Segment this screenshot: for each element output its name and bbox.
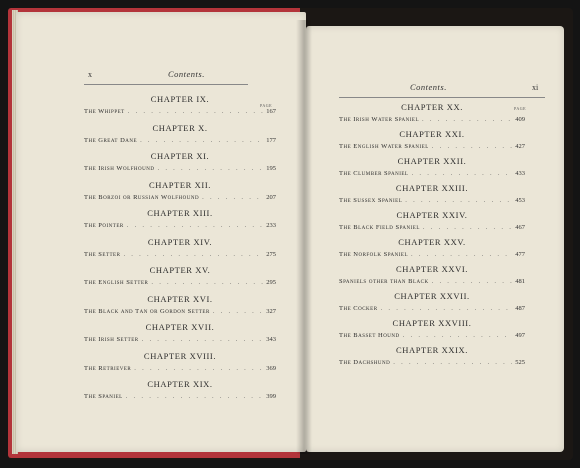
left-page	[16, 12, 306, 452]
right-page	[306, 26, 564, 452]
chapter-heading: CHAPTER XIX.	[147, 379, 213, 389]
chapter-title: The Irish Wolfhound	[84, 165, 155, 172]
page-number: 399	[266, 393, 276, 400]
chapter-title: The Irish Water Spaniel	[339, 116, 420, 123]
book-gutter	[296, 20, 312, 454]
chapter-line	[84, 336, 276, 343]
page-number: 467	[515, 224, 525, 231]
right-page-label: PAGE	[514, 106, 527, 111]
chapter-line	[339, 251, 525, 258]
chapter-title: The Norfolk Spaniel	[339, 251, 409, 258]
dot-leader	[423, 224, 512, 231]
dot-leader	[393, 359, 512, 366]
page-number: 207	[266, 193, 276, 201]
page-number: 275	[266, 250, 276, 258]
chapter-title: The English Setter	[84, 279, 149, 286]
chapter-title: The Pointer	[84, 222, 124, 229]
dot-leader	[411, 251, 512, 258]
chapter-title: The Setter	[84, 250, 121, 258]
page-number: 481	[515, 278, 525, 285]
right-header-rule	[339, 97, 545, 98]
chapter-heading: CHAPTER XX.	[401, 102, 463, 112]
page-number: 327	[266, 307, 276, 315]
right-folio: xi	[532, 83, 539, 92]
chapter-line	[339, 305, 525, 312]
dot-leader	[202, 194, 263, 201]
chapter-line	[339, 170, 525, 177]
chapter-title: The Retriever	[84, 364, 132, 372]
chapter-line	[339, 143, 525, 150]
chapter-title: The Black Field Spaniel	[339, 224, 420, 231]
chapter-title: The Sussex Spaniel	[339, 197, 403, 204]
chapter-heading: CHAPTER IX.	[150, 94, 210, 104]
chapter-title: The Borzoi or Russian Wolfhound	[84, 193, 200, 201]
chapter-heading: CHAPTER XII.	[149, 179, 211, 190]
page-number: 167	[266, 108, 276, 115]
chapter-title: The Great Dane	[84, 136, 138, 144]
page-number: 525	[515, 359, 525, 366]
dot-leader	[142, 336, 264, 343]
chapter-line	[339, 224, 525, 231]
left-page-label: PAGE	[260, 103, 273, 108]
dot-leader	[128, 108, 264, 115]
page-number: 195	[266, 165, 276, 172]
chapter-heading: CHAPTER XXIX.	[395, 345, 469, 355]
chapter-heading: CHAPTER XVI.	[147, 293, 213, 304]
chapter-heading: CHAPTER XXVII.	[394, 291, 470, 301]
page-number: 453	[515, 197, 525, 204]
page-number: 177	[266, 136, 276, 144]
dot-leader	[157, 165, 263, 172]
chapter-line	[84, 365, 276, 372]
left-toc-list	[84, 94, 276, 414]
right-running-head: Contents.	[410, 82, 447, 92]
chapter-title: The Dachshund	[339, 359, 391, 366]
chapter-heading: CHAPTER XVIII.	[143, 350, 217, 361]
page-number: 295	[266, 279, 276, 286]
chapter-line	[339, 116, 525, 123]
chapter-line	[84, 108, 276, 115]
page-number: 369	[266, 364, 276, 372]
dot-leader	[432, 143, 512, 150]
chapter-heading: CHAPTER XXIV.	[396, 210, 468, 220]
dot-leader	[127, 222, 264, 229]
page-number: 433	[515, 170, 525, 177]
chapter-line	[339, 278, 525, 285]
dot-leader	[126, 393, 264, 400]
left-running-head: Contents.	[168, 69, 205, 79]
chapter-line	[84, 222, 276, 229]
chapter-line	[84, 393, 276, 400]
chapter-title: The Spaniel	[84, 393, 123, 400]
dot-leader	[213, 308, 263, 315]
chapter-line	[84, 194, 276, 201]
chapter-title: The Clumber Spaniel	[339, 170, 409, 177]
dot-leader	[405, 197, 512, 204]
chapter-heading: CHAPTER XIII.	[147, 208, 213, 218]
chapter-heading: CHAPTER XIV.	[147, 236, 213, 247]
chapter-heading: CHAPTER XV.	[149, 265, 211, 275]
chapter-heading: CHAPTER XXI.	[399, 129, 465, 139]
dot-leader	[422, 116, 512, 123]
chapter-heading: CHAPTER X.	[152, 122, 208, 133]
dot-leader	[403, 332, 513, 339]
chapter-title: The Basset Hound	[339, 332, 400, 339]
chapter-line	[84, 279, 276, 286]
dot-leader	[151, 279, 263, 286]
chapter-heading: CHAPTER XI.	[150, 151, 210, 161]
chapter-heading: CHAPTER XXVI.	[395, 264, 469, 274]
page-number: 233	[266, 222, 276, 229]
dot-leader	[123, 251, 263, 258]
chapter-title: The Black and Tan or Gordon Setter	[84, 307, 210, 315]
chapter-title: The English Water Spaniel	[339, 143, 429, 150]
dot-leader	[140, 137, 263, 144]
chapter-line	[84, 251, 276, 258]
chapter-heading: CHAPTER XXV.	[398, 237, 466, 247]
dot-leader	[134, 365, 263, 372]
page-number: 487	[515, 305, 525, 312]
chapter-heading: CHAPTER XVII.	[145, 322, 215, 332]
chapter-title: Spaniels other than Black	[339, 278, 429, 285]
page-number: 497	[515, 332, 525, 339]
chapter-line	[84, 137, 276, 144]
chapter-title: The Cocker	[339, 305, 378, 312]
chapter-line	[339, 197, 525, 204]
page-number: 343	[266, 336, 276, 343]
chapter-title: The Whippet	[84, 108, 125, 115]
page-number: 427	[515, 143, 525, 150]
chapter-heading: CHAPTER XXVIII.	[392, 318, 472, 328]
chapter-heading: CHAPTER XXIII.	[395, 183, 469, 193]
dot-leader	[432, 278, 513, 285]
chapter-line	[339, 332, 525, 339]
left-header-rule	[84, 84, 248, 85]
chapter-heading: CHAPTER XXII.	[397, 156, 467, 166]
right-toc-list	[339, 102, 525, 372]
chapter-title: The Irish Setter	[84, 336, 139, 343]
dot-leader	[412, 170, 513, 177]
dot-leader	[381, 305, 513, 312]
page-number: 477	[515, 251, 525, 258]
chapter-line	[339, 359, 525, 366]
page-number: 409	[515, 116, 525, 123]
chapter-line	[84, 165, 276, 172]
chapter-line	[84, 308, 276, 315]
left-folio: x	[88, 70, 92, 79]
